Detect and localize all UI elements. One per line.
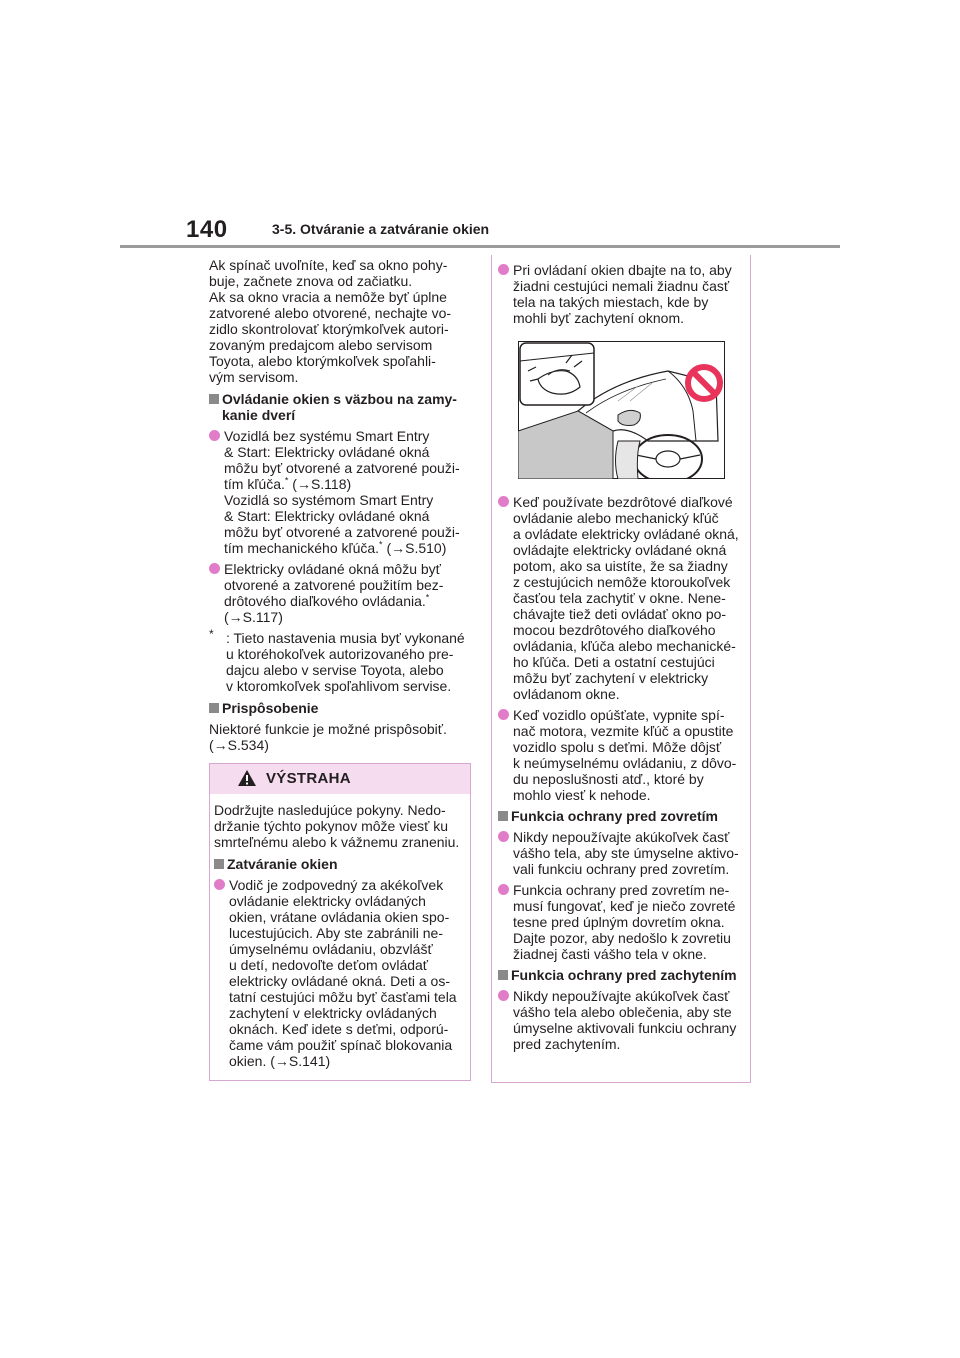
bullet-dot-icon	[498, 884, 509, 895]
page-reference[interactable]: (→S.118)	[288, 476, 352, 492]
bullet-dot-icon	[209, 430, 220, 441]
footnote-text: : Tieto nastavenia musia byť vykonané u ktoréhokoľvek autorizovaného pre- dajcu alebo v servise Toyota, alebo v ktoromkoľvek spoľahlivom servise.	[226, 630, 465, 694]
list-item	[498, 882, 744, 962]
bullet-text: Keď používate bezdrôtové diaľkové ovládanie alebo mechanický kľúč a ovládate elektricky ovládané okná, ovládajte elektricky ovládané okná potom, ako sa uistíte, že sa žiadny z cestujúcich nemôže ktoroukoľvek časťou tela zachytiť v okne. Nene- chávajte tiež deti ovládať okno po- mocou bezdrôtového diaľkového ovládania, kľúča alebo mechanické- ho kľúča. Deti a ostatní cestujúci môžu byť zachytení v elektricky ovládanom okne.	[513, 494, 739, 702]
list-item	[498, 262, 744, 326]
page-reference[interactable]: (→S.117)	[224, 609, 283, 625]
bullet-dot-icon	[498, 990, 509, 1001]
intro-paragraph: Ak spínač uvoľníte, keď sa okno pohy- buje, začnete znova od začiatku. Ak sa okno vracia a nemôže byť úplne zatvorené alebo otvorené, nechajte vo- zidlo skontrolovať ktorýmkoľvek autori- zovaným predajcom alebo servisom Toyota, alebo ktorýmkoľvek spoľahli- vým servisom.	[209, 257, 452, 385]
bullet-text: Vozidlá so systémom Smart Entry & Start: Elektricky ovládané okná môžu byť otvorené a zatvorené použi- tím mechanického kľúča.	[224, 492, 460, 556]
list-item	[498, 988, 744, 1052]
list-item	[209, 561, 471, 625]
heading-customization: Prispôsobenie	[209, 700, 471, 716]
footnote	[209, 627, 471, 694]
header-rule	[120, 245, 840, 248]
bullet-text: Vodič je zodpovedný za akékoľvek ovládanie elektricky ovládaných okien, vrátane ovládania okien spo- lucestujúcich. Aby ste zabránili ne- úmyselnému ovládaniu, obzvlášť u detí, nedovoľte deťom ovládať elektricky ovládané okná. Deti a os- tatní cestujúci môžu byť časťami tela zachytení v elektricky ovládaných oknách. Keď idete s deťmi, odporú- čame vám použiť spínač blokovania okien. (→S.141)	[229, 877, 457, 1069]
page-number: 140	[186, 216, 228, 243]
warning-title: VÝSTRAHA	[266, 770, 351, 787]
bullet-text: Vozidlá bez systému Smart Entry & Start: Elektricky ovládané okná môžu byť otvorené a zatvorené použi- tím kľúča.	[224, 428, 460, 492]
window-pinch-illustration	[518, 341, 725, 479]
warning-header	[210, 764, 470, 794]
warning-intro: Dodržujte nasledujúce pokyny. Nedo- držanie týchto pokynov môže viesť ku smrteľnému alebo k vážnemu zraneniu.	[214, 802, 460, 850]
bullet-dot-icon	[498, 709, 509, 720]
car-window-drawing	[518, 341, 725, 479]
bullet-text: Nikdy nepoužívajte akúkoľvek časť vášho tela alebo oblečenia, aby ste úmyselne aktivovali funkciu ochrany pred zachytením.	[513, 988, 737, 1052]
list-item	[498, 829, 744, 877]
section-title: 3-5. Otváranie a zatváranie okien	[272, 221, 490, 237]
bullet-text: Funkcia ochrany pred zovretím ne- musí fungovať, keď je niečo zovreté tesne pred úplným dovretím okna. Dajte pozor, aby nedošlo k zovretiu žiadnej časti vášho tela v okne.	[513, 882, 736, 962]
heading-door-lock-linked: Ovládanie okien s väzbou na zamy- kanie dverí	[209, 391, 471, 423]
warning-box	[209, 763, 471, 1081]
asterisk: *	[284, 475, 289, 486]
left-column	[209, 257, 471, 759]
heading-catch-protection: Funkcia ochrany pred zachytením	[498, 967, 744, 983]
list-item	[209, 428, 471, 556]
bullet-dot-icon	[498, 264, 509, 275]
bullet-text: Nikdy nepoužívajte akúkoľvek časť vášho tela, aby ste úmyselne aktivo- vali funkciu ochrany pred zovretím.	[513, 829, 739, 877]
bullet-text: Keď vozidlo opúšťate, vypnite spí- nač motora, vezmite kľúč a opustite vozidlo spolu s deťmi. Môže dôjsť k neúmyselnému ovládaniu, z dôvo- du neposlušnosti atď., ktoré by mohlo viesť k nehode.	[513, 707, 737, 803]
warning-triangle-icon	[237, 769, 257, 787]
list-item	[498, 494, 744, 702]
bullet-dot-icon	[209, 563, 220, 574]
bullet-dot-icon	[214, 879, 225, 890]
bullet-text: Pri ovládaní okien dbajte na to, aby žiadni cestujúci nemali žiadnu časť tela na takých miestach, kde by mohli byť zachytení oknom.	[513, 262, 732, 326]
list-item	[498, 707, 744, 803]
asterisk: *	[425, 592, 430, 603]
heading-closing-windows: Zatváranie okien	[214, 856, 466, 872]
bullet-dot-icon	[498, 831, 509, 842]
customization-text: Niektoré funkcie je možné prispôsobiť. (→S.534)	[209, 721, 447, 753]
footnote-asterisk: *	[209, 627, 214, 641]
page-reference[interactable]: (→S.510)	[382, 540, 447, 556]
list-item	[214, 877, 466, 1069]
bullet-dot-icon	[498, 496, 509, 507]
bullet-text: Elektricky ovládané okná môžu byť otvorené a zatvorené použitím bez- drôtového diaľkového ovládania.	[224, 561, 444, 609]
warning-continued-box	[491, 255, 751, 1083]
heading-jam-protection: Funkcia ochrany pred zovretím	[498, 808, 744, 824]
asterisk: *	[379, 539, 383, 550]
